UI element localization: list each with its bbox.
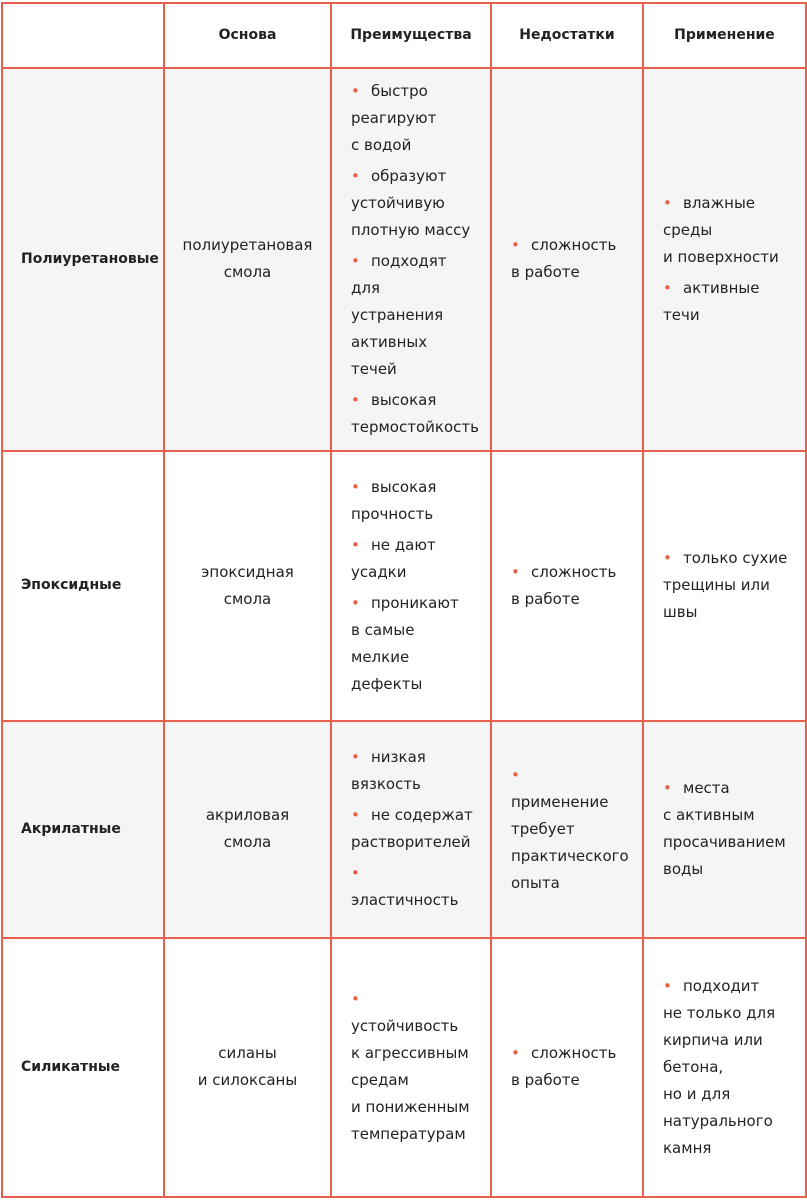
bullet-icon: • (351, 81, 360, 100)
list-item-text: сложность в работе (511, 1044, 617, 1090)
bullet-icon: • (351, 166, 360, 185)
list-item-text: подходит не только для кирпича или бетона, но и для натурального камня (663, 976, 776, 1157)
row-advantages (331, 721, 491, 937)
bullet-icon: • (663, 549, 672, 568)
list-item-text: применение требует практического опыта (511, 792, 629, 892)
row-base: эпоксидная смола (164, 451, 331, 721)
row-application (643, 68, 806, 451)
bullet-icon: • (663, 278, 672, 297)
header-disadvantages: Недостатки (491, 3, 643, 68)
table-row (2, 68, 806, 451)
list-item-text: низкая вязкость (351, 748, 426, 794)
advantages-list (351, 744, 476, 914)
disadvantages-list (511, 232, 628, 286)
application-list (663, 545, 791, 626)
table-row (2, 938, 806, 1197)
row-application (643, 721, 806, 937)
bullet-icon: • (663, 779, 672, 798)
row-type: Эпоксидные (2, 451, 164, 721)
list-item (351, 986, 476, 1148)
list-item (663, 973, 791, 1162)
list-item-text: образуют устойчивую плотную массу (351, 166, 471, 239)
row-advantages (331, 451, 491, 721)
header-application: Применение (643, 3, 806, 68)
row-advantages (331, 938, 491, 1197)
bullet-icon: • (351, 748, 360, 767)
row-disadvantages (491, 938, 643, 1197)
list-item-text: не дают усадки (351, 535, 436, 581)
list-item-text: только сухие трещины или швы (663, 549, 788, 622)
list-item-text: устойчивость к агрессивным средам и пониженным температурам (351, 1017, 470, 1144)
disadvantages-list (511, 762, 628, 897)
list-item-text: активные течи (663, 278, 760, 324)
bullet-icon: • (511, 1044, 520, 1063)
bullet-icon: • (351, 990, 360, 1009)
advantages-list (351, 474, 476, 698)
list-item (511, 559, 628, 613)
row-disadvantages (491, 721, 643, 937)
header-row (2, 3, 806, 68)
disadvantages-list (511, 1040, 628, 1094)
table-row (2, 451, 806, 721)
list-item (351, 590, 476, 698)
list-item (351, 474, 476, 528)
list-item (351, 248, 476, 383)
row-type: Полиуретановые (2, 68, 164, 451)
list-item (663, 775, 791, 883)
table-row (2, 721, 806, 937)
list-item (511, 762, 628, 897)
bullet-icon: • (351, 593, 360, 612)
header-advantages: Преимущества (331, 3, 491, 68)
bullet-icon: • (351, 390, 360, 409)
bullet-icon: • (351, 864, 360, 883)
bullet-icon: • (351, 477, 360, 496)
header-empty-cell (2, 3, 164, 68)
list-item-text: влажные среды и поверхности (663, 193, 779, 266)
bullet-icon: • (511, 765, 520, 784)
list-item-text: высокая прочность (351, 477, 437, 523)
list-item-text: подходят для устранения активных течей (351, 251, 447, 378)
bullet-icon: • (663, 976, 672, 995)
row-type: Акрилатные (2, 721, 164, 937)
row-advantages (331, 68, 491, 451)
bullet-icon: • (663, 193, 672, 212)
bullet-icon: • (351, 806, 360, 825)
list-item-text: быстро реагируют с водой (351, 81, 437, 154)
row-application (643, 451, 806, 721)
bullet-icon: • (351, 535, 360, 554)
list-item-text: сложность в работе (511, 562, 617, 608)
list-item-text: эластичность (351, 891, 459, 910)
list-item (351, 860, 476, 914)
list-item (351, 163, 476, 244)
list-item (663, 545, 791, 626)
bullet-icon: • (511, 236, 520, 255)
application-list (663, 973, 791, 1162)
header-base: Основа (164, 3, 331, 68)
list-item-text: проникают в самые мелкие дефекты (351, 593, 459, 693)
list-item-text: сложность в работе (511, 236, 617, 282)
row-type: Силикатные (2, 938, 164, 1197)
row-disadvantages (491, 68, 643, 451)
advantages-list (351, 986, 476, 1148)
row-disadvantages (491, 451, 643, 721)
list-item-text: не содержат растворителей (351, 806, 473, 852)
list-item (351, 387, 479, 441)
disadvantages-list (511, 559, 628, 613)
comparison-table (1, 2, 807, 1198)
list-item-text: места с активным просачиванием воды (663, 779, 786, 879)
list-item (351, 78, 476, 159)
list-item-text: высокая термостойкость (351, 390, 479, 436)
row-base: силаны и силоксаны (164, 938, 331, 1197)
advantages-list (351, 78, 479, 441)
row-application (643, 938, 806, 1197)
list-item (511, 1040, 628, 1094)
bullet-icon: • (511, 562, 520, 581)
bullet-icon: • (351, 251, 360, 270)
list-item (351, 532, 476, 586)
list-item (511, 232, 628, 286)
row-base: акриловая смола (164, 721, 331, 937)
application-list (663, 190, 791, 329)
application-list (663, 775, 791, 883)
list-item (663, 190, 791, 271)
list-item (663, 275, 791, 329)
list-item (351, 802, 476, 856)
row-base: полиуретановая смола (164, 68, 331, 451)
list-item (351, 744, 476, 798)
